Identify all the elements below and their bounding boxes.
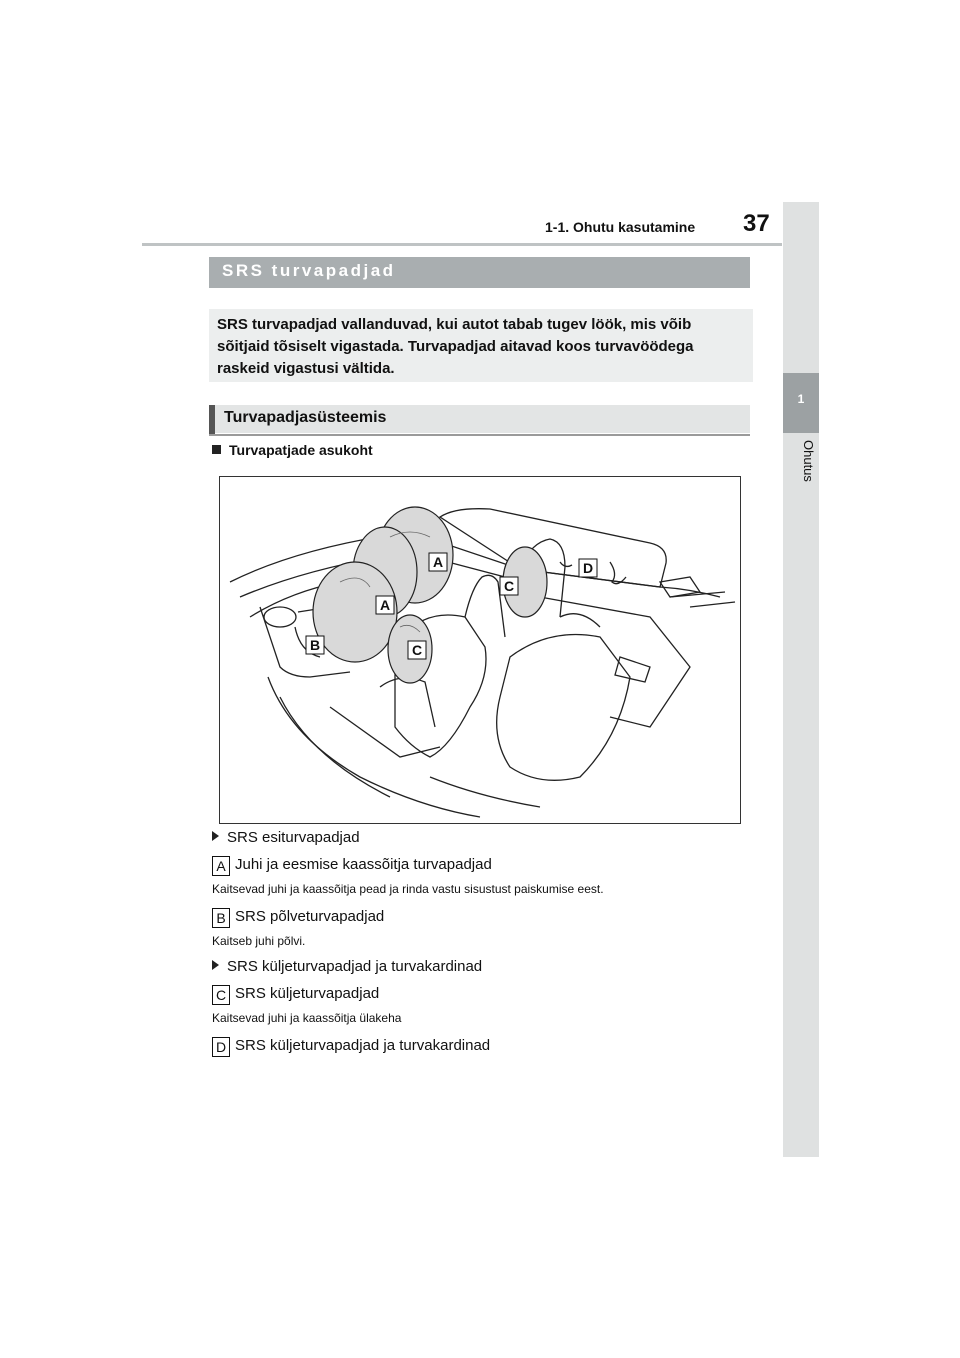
legend-item-title: Juhi ja eesmise kaassõitja turvapadjad [235, 856, 492, 873]
legend-item-b [212, 908, 384, 928]
chapter-side-tab [783, 202, 819, 1157]
windshield-shape [440, 509, 666, 587]
section-title: SRS turvapadjad [222, 261, 396, 280]
running-header-title: 1-1. Ohutu kasutamine [545, 219, 696, 235]
legend-item-title: SRS küljeturvapadjad [235, 985, 380, 1002]
intro-text: SRS turvapadjad vallanduvad, kui autot tabab tugev löök, mis võib sõitjaid tõsiselt vigastada. Turvapadjad aitavad koos turvavöödega raskeid vigastusi vältida. [217, 316, 694, 377]
legend-item-title: SRS küljeturvapadjad ja turvakardinad [235, 1037, 491, 1054]
letter-badge: B [212, 908, 230, 928]
chapter-label: Ohutus [801, 440, 816, 482]
chapter-number: 1 [797, 392, 805, 406]
figure-label-d: D [583, 560, 594, 576]
passenger-seat-shape [497, 635, 630, 781]
subsection-accent [209, 405, 215, 435]
page-number: 37 [743, 210, 770, 237]
figure-label-b: B [310, 637, 321, 653]
car-interior-drawing [220, 477, 740, 823]
triangle-bullet-icon [212, 960, 219, 970]
legend-item-description: Kaitsevad juhi ja kaassõitja pead ja rinda vastu sisustust paiskumise eest. [212, 882, 604, 896]
legend-item-a [212, 856, 492, 876]
letter-badge: D [212, 1037, 230, 1057]
letter-badge: C [212, 985, 230, 1005]
figure-label-c-lower: C [412, 642, 423, 658]
figure-label-a-upper: A [433, 554, 444, 570]
legend-item-description: Kaitseb juhi põlvi. [212, 934, 306, 948]
subsection-title: Turvapadjasüsteemis [224, 409, 387, 426]
list-group-side-airbags [212, 958, 482, 975]
figure-label-c-upper: C [504, 578, 515, 594]
figure-label-a-lower: A [380, 597, 391, 613]
legend-item-d [212, 1037, 490, 1057]
square-bullet-icon [212, 445, 221, 454]
subsection-rule [209, 434, 750, 436]
legend-item-title: SRS põlveturvapadjad [235, 908, 385, 925]
list-group-label: SRS küljeturvapadjad ja turvakardinad [227, 958, 483, 975]
legend-item-description: Kaitsevad juhi ja kaassõitja ülakeha [212, 1011, 402, 1025]
legend-item-c [212, 985, 379, 1005]
list-group-label: SRS esiturvapadjad [227, 829, 360, 846]
triangle-bullet-icon [212, 831, 219, 841]
header-divider [142, 243, 782, 246]
letter-badge: A [212, 856, 230, 876]
bullet-heading: Turvapatjade asukoht [229, 442, 373, 458]
airbag-location-illustration [219, 476, 741, 824]
list-group-front-airbags [212, 829, 360, 846]
